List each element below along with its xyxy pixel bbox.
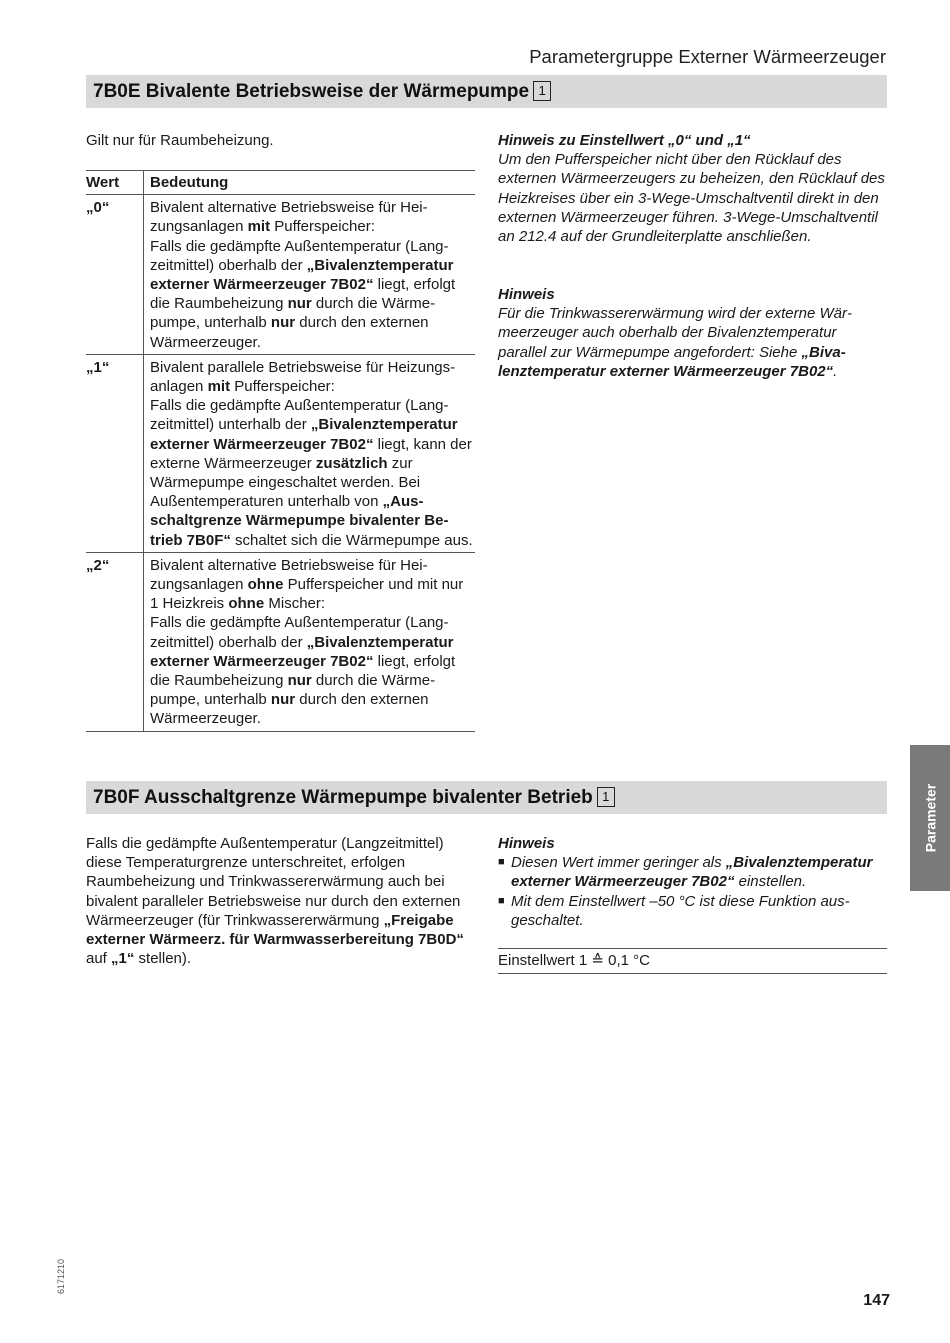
intro-text: Gilt nur für Raumbeheizung. (86, 132, 274, 149)
section-heading-7b0e (86, 75, 887, 108)
access-level-badge: 1 (533, 81, 551, 101)
list-item: ■ Mit dem Einstellwert –50 °C ist diese Funktion ausgeschaltet. (498, 892, 850, 929)
row-value: „2“ (86, 553, 144, 731)
note-title: Hinweis (498, 286, 555, 303)
section2-note (498, 834, 887, 930)
section-title: 7B0F Ausschaltgrenze Wärmepumpe bivalenter Betrieb (93, 787, 593, 808)
bullet-square-icon: ■ (498, 856, 505, 869)
row-meaning: Bivalent alternative Betriebsweise für Heizungsanlagen ohne Pufferspeicher und mit nur 1 Heizkreis ohne Mischer: Falls die gedämpfte Außentemperatur (Langzeitmittel) oberhalb der „Bivalenztemperatur externer Wärmeerzeuger 7B02“ liegt, erfolgt die Raumbeheizung nur durch die Wärmepumpe, unterhalb nur durch den externen Wärmeerzeuger. (150, 556, 464, 728)
page-number: 147 (863, 1292, 890, 1309)
note-title: Hinweis (498, 835, 555, 852)
table-header-meaning: Bedeutung (150, 174, 229, 191)
section-heading-7b0f (86, 781, 887, 814)
table-row (86, 553, 475, 732)
setting-value: Einstellwert 1 ≙ 0,1 °C (498, 948, 887, 974)
section2-body: Falls die gedämpfte Außentemperatur (Langzeitmittel) diese Temperaturgrenze unterschreitet, erfolgen Raumbeheizung und Trinkwassererwärmung auch bei bivalent paralleler Betriebsweise nur durch den externen Wärmeerzeuger (für Trinkwassererwärmung „Freigabe externer Wärmeerz. für Warmwasserbereitung 7B0D“ auf „1“ stellen). (86, 835, 464, 968)
row-value: „1“ (86, 355, 144, 552)
note-text: Für die Trinkwassererwärmung wird der externe Wärmeerzeuger auch oberhalb der Bivalenztemperatur parallel zur Wärmepumpe angefordert: Siehe „Bivalenztemperatur externer Wärmeerzeuger 7B02“. (498, 305, 852, 380)
note-title: Hinweis zu Einstellwert „0“ und „1“ (498, 132, 751, 149)
bullet-square-icon: ■ (498, 894, 505, 907)
list-item: ■ Diesen Wert immer geringer als „Bivalenztemperatur externer Wärmeerzeuger 7B02“ einstellen. (498, 854, 873, 891)
row-value: „0“ (86, 195, 144, 354)
table-header-key: Wert (86, 171, 144, 194)
table-header-row (86, 171, 475, 195)
table-row (86, 355, 475, 553)
table-row (86, 195, 475, 355)
doc-number: 6171210 (56, 1258, 66, 1294)
section-title: 7B0E Bivalente Betriebsweise der Wärmepumpe (93, 81, 530, 102)
note-trinkwasser (498, 285, 887, 381)
row-meaning: Bivalent parallele Betriebsweise für Heizungsanlagen mit Pufferspeicher: Falls die gedämpfte Außentemperatur (Langzeitmittel) unterhalb der „Bivalenztemperatur externer Wärmeerzeuger 7B02“ liegt, kann der externe Wärmeerzeuger zusätzlich zur Wärmepumpe eingeschaltet werden. Bei Außentemperaturen unterhalb von „Ausschaltgrenze Wärmepumpe bivalenter Betrieb 7B0F“ schaltet sich die Wärmepumpe aus. (150, 358, 473, 549)
row-meaning: Bivalent alternative Betriebsweise für Heizungsanlagen mit Pufferspeicher: Falls die gedämpfte Außentemperatur (Langzeitmittel) oberhalb der „Bivalenztemperatur externer Wärmeerzeuger 7B02“ liegt, erfolgt die Raumbeheizung nur durch die Wärmepumpe, unterhalb nur durch den externen Wärmeerzeuger. (150, 199, 456, 351)
running-header: Parametergruppe Externer Wärmeerzeuger (529, 46, 886, 67)
note-text: Um den Pufferspeicher nicht über den Rücklauf des externen Wärmeerzeugers zu beheizen, den Rücklauf des Heizkreises über ein 3-Wege-Umschaltventil direkt in den externen Wärmeerzeuger führen. 3-Wege-Umschaltventil an 212.4 auf der Grundleiterplatte anschließen. (498, 151, 885, 246)
side-tab-parameter: Parameter (910, 745, 950, 891)
access-level-badge: 1 (597, 787, 615, 807)
note-einstellwert (498, 131, 887, 246)
value-table (86, 170, 475, 732)
